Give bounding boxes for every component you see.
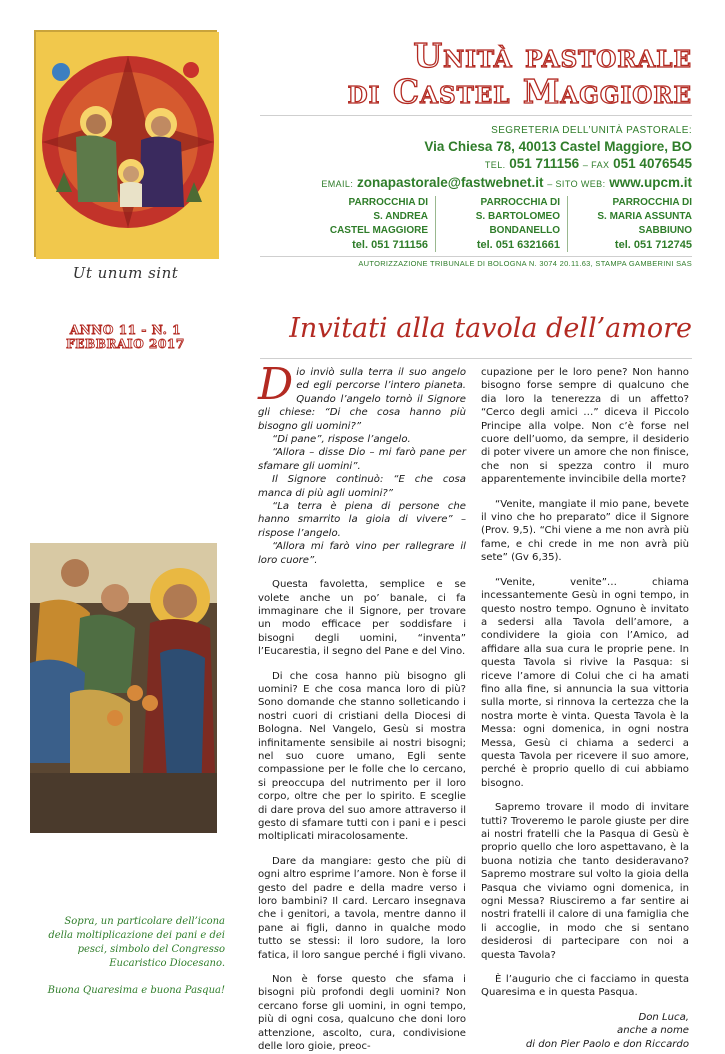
article-column-1 <box>258 359 466 1054</box>
article-paragraph: “Allora mi farò vino per rallegrare il loro cuore”. <box>258 541 466 566</box>
article-paragraph: Di che cosa hanno più bisogno gli uomini? E che cosa manca loro di più? Sono domande che stanno solleticando i nostri cuori di cristiani della Diocesi di Bologna. Nel Vangelo, Gesù si mostra infinitamente sensibile ai nostri bisogni; nel suo cuore umano, Egli sente compassione per le folle che lo cercano, si preoccupa del nutrimento per il loro corpo, oltre che per lo spirito. E sceglie di dare prova del suo amore attraverso il gesto di sfamare tutti con i pani e i pesci moltiplicati miracolosamente. <box>258 670 466 843</box>
article-paragraph: Non è forse questo che sfama i bisogni più profondi degli uomini? Non cercano forse gli uomini, in ogni tempo, più di ogni cosa, qualcuno che doni loro attenzione, ascolto, cura, condivisione delle loro gioie, preoc- <box>258 974 466 1053</box>
street-address: Via Chiesa 78, 40013 Castel Maggiore, BO <box>424 139 692 154</box>
parish-list <box>310 196 692 252</box>
motto: Ut unum sint <box>72 264 179 282</box>
title-line-1: Unità pastorale <box>413 36 692 75</box>
article-headline: Invitati alla tavola dell’amore <box>289 313 692 344</box>
loaves-and-fishes-icon-image <box>30 543 217 833</box>
issue-date: FEBBRAIO 2017 <box>66 337 185 351</box>
article-paragraph: “Venite, mangiate il mio pane, bevete il vino che ho preparato” dice il Signore (Prov. 9,5). “Chi viene a me non avrà più fame, e chi crede in me non avrà più sete” (Gv 6,35). <box>481 498 689 564</box>
paragraph-text: io inviò sulla terra il suo angelo ed egli percorse l’intero pianeta. Quando l’angelo tornò il Signore gli chiese: “Di che cosa hanno più bisogno gli uomini?” <box>258 367 466 432</box>
parish-name: S. BARTOLOMEO <box>475 211 560 222</box>
article-paragraph: cupazione per le loro pene? Non hanno bisogno forse sempre di qualcuno che dia loro la tenerezza di un affetto? “Cerco degli amici …” diceva il Piccolo Principe alla volpe. Non c’è forse nel cuore dell’uomo, da sempre, il desiderio di poter vivere un amore che non finisce, che non si spezza contro il muro apparentemente invincibile della morte? <box>481 367 689 486</box>
parish-place: CASTEL MAGGIORE <box>329 225 428 236</box>
parish-phone: tel. 051 711156 <box>352 239 428 251</box>
image-caption: Sopra, un particolare dell’icona della moltiplicazione dei pani e dei pesci, simbolo del Congresso Eucaristico Diocesano. <box>48 916 225 969</box>
email-web-line <box>300 174 692 193</box>
parish-phone: tel. 051 6321661 <box>476 239 560 251</box>
article-paragraph: Questa favoletta, semplice e se volete anche un po’ banale, ci fa immaginare che il Signore, per trovare un modo efficace per soddisfare i bisogni degli uomini, “inventa” l’Eucarestia, il segno del Pane e del Vino. <box>258 579 466 658</box>
article-paragraph: Dare da mangiare: gesto che più di ogni altro esprime l’amore. Non è forse il gesto del padre e della madre verso i loro bambini? Il card. Lercaro insegnava che i genitori, a tavola, mentre danno il pane ai figli, danno in qualche modo tutto se stessi: il loro sudore, la loro fatica, il loro sangue perché i figli vivano. <box>258 855 466 961</box>
secretariat-label: SEGRETERIA DELL’UNITÀ PASTORALE: <box>491 125 692 136</box>
signature-cosigners: di don Pier Paolo e don Riccardo <box>525 1038 689 1050</box>
headline-divider <box>260 358 692 359</box>
parish-label: PARROCCHIA DI <box>480 197 560 208</box>
article-paragraph: Sapremo trovare il modo di invitare tutti? Troveremo le parole giuste per dire ai nostri fratelli che la Pasqua di Gesù è proprio quello che loro aspettavano, è la buona notizia che tanto desideravano? Sapremo mostrare sul volto la gioia della Pasqua che viviamo ogni domenica, in ogni Messa? Riusciremo a far sentire ai nostri fratelli il calore di una famiglia che li accoglie, in modo che si sentano desiderosi di partecipare con noi a questa Tavola? <box>481 802 689 961</box>
article-paragraph: “Venite, venite”… chiama incessantemente Gesù in ogni tempo, in questo nostro tempo. Ognuno è invitato a sedersi alla Tavola dell’amore, a condividere la gioia con l’Amico, ad affidare alla sua cura le proprie pene. In questa Tavola si rivive la Pasqua: si riceve l’amore di Colui che ci ha amati fino alla fine, si annuncia la sua vittoria sulla morte, si rinnova la certezza che la nostra morte è vinta. Questa Tavola è la Messa: ogni domenica, in ogni nostra Messa, Gesù ci chiama a sederci a questa Tavola per ricevere il suo amore, perché è proprio quello di cui abbiamo bisogno. <box>481 576 689 789</box>
parish-divider-rule <box>260 256 692 257</box>
phone-number: 051 711156 <box>509 156 580 171</box>
website-link[interactable]: www.upcm.it <box>609 175 692 190</box>
title-divider <box>260 115 692 116</box>
parish-place: BONDANELLO <box>489 225 560 236</box>
parish-san-bartolomeo <box>442 196 560 252</box>
parish-name: S. ANDREA <box>373 211 428 222</box>
parish-label: PARROCCHIA DI <box>612 197 692 208</box>
article-paragraph: “Di pane”, rispose l’angelo. <box>272 434 411 446</box>
fax-number: 051 4076545 <box>613 156 692 171</box>
signature-note: anche a nome <box>617 1025 689 1037</box>
article-column-2 <box>481 366 689 1051</box>
secretariat-address <box>300 124 692 193</box>
parish-phone: tel. 051 712745 <box>614 239 692 251</box>
parish-place: SABBIUNO <box>638 225 692 236</box>
article-paragraph: È l’augurio che ci facciamo in questa Quaresima e in questa Pasqua. <box>481 974 689 999</box>
article-paragraph: “Allora – disse Dio – mi farò pane per sfamare gli uomini”. <box>258 447 466 472</box>
article-paragraph <box>258 359 466 433</box>
drop-cap: D <box>258 359 294 410</box>
email-label: EMAIL: <box>321 179 354 189</box>
parish-label: PARROCCHIA DI <box>348 197 428 208</box>
web-label: – SITO WEB: <box>547 179 606 189</box>
authorization-notice: AUTORIZZAZIONE TRIBUNALE DI BOLOGNA N. 3074 20.11.63, STAMPA GAMBERINI SAS <box>358 259 692 268</box>
issue-info <box>34 323 217 351</box>
parish-divider <box>567 196 568 252</box>
holy-family-icon-image <box>34 30 217 257</box>
signature-name: Don Luca, <box>638 1011 689 1023</box>
tel-label: TEL. <box>484 160 506 170</box>
parish-santa-maria-assunta <box>574 196 692 252</box>
issue-number: ANNO 11 - N. 1 <box>69 323 182 337</box>
title-line-2: di Castel Maggiore <box>347 72 692 112</box>
article-paragraph: Il Signore continuò: “E che cosa manca di più agli uomini?” <box>258 474 466 499</box>
easter-greeting: Buona Quaresima e buona Pasqua! <box>47 985 225 996</box>
article-paragraph: “La terra è piena di persone che hanno smarrito la gioia di vivere” – rispose l’angelo. <box>258 501 466 539</box>
parish-divider <box>435 196 436 252</box>
fax-label: – FAX <box>582 160 610 170</box>
email-address[interactable]: zonapastorale@fastwebnet.it <box>357 175 544 190</box>
masthead-title <box>260 38 692 111</box>
parish-name: S. MARIA ASSUNTA <box>597 211 692 222</box>
parish-sant-andrea <box>310 196 428 252</box>
phone-fax-line <box>300 155 692 174</box>
